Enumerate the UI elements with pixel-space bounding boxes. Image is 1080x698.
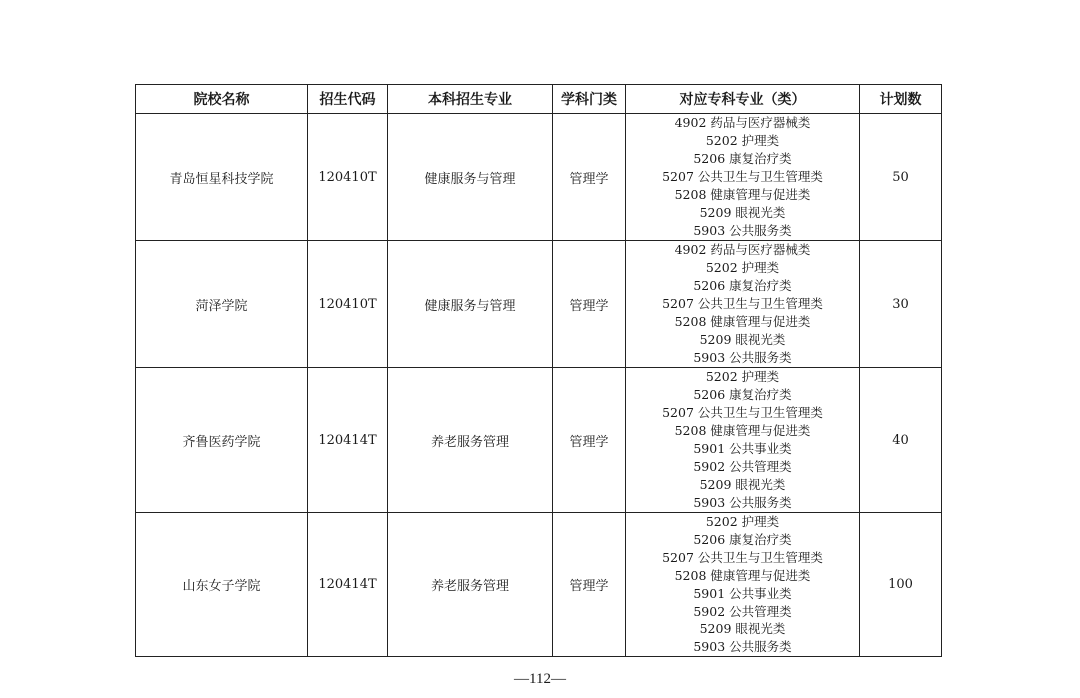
major-item: 5208 健康管理与促进类 — [674, 313, 811, 329]
cell-major: 健康服务与管理 — [388, 114, 553, 241]
major-item: 5209 眼视光类 — [699, 331, 786, 347]
cell-major: 养老服务管理 — [388, 513, 553, 657]
major-item: 5202 护理类 — [705, 514, 780, 529]
major-item: 5206 康复治疗类 — [693, 387, 792, 403]
major-item: 5207 公共卫生与卫生管理类 — [662, 549, 823, 565]
table-row — [136, 368, 942, 513]
major-item: 5206 康复治疗类 — [693, 278, 792, 294]
cell-corresponding-majors — [626, 241, 860, 368]
major-item: 5206 康复治疗类 — [693, 151, 792, 167]
cell-school: 山东女子学院 — [136, 513, 308, 657]
major-item: 4902 药品与医疗器械类 — [674, 115, 811, 131]
major-item: 5903 公共服务类 — [693, 222, 792, 238]
cell-school: 菏泽学院 — [136, 241, 308, 368]
major-item: 4902 药品与医疗器械类 — [674, 242, 811, 258]
major-item: 5202 护理类 — [705, 369, 780, 385]
cell-category: 管理学 — [553, 114, 626, 241]
header-corresponding-majors: 对应专科专业（类） — [626, 85, 860, 114]
major-item: 5902 公共管理类 — [693, 603, 792, 619]
major-item: 5202 护理类 — [705, 133, 780, 149]
cell-count: 50 — [860, 114, 942, 241]
cell-corresponding-majors — [626, 114, 860, 241]
cell-category: 管理学 — [553, 241, 626, 368]
major-item: 5207 公共卫生与卫生管理类 — [662, 296, 823, 312]
major-item: 5202 护理类 — [705, 260, 780, 276]
cell-code: 120414T — [308, 513, 388, 657]
major-item: 5208 健康管理与促进类 — [674, 186, 811, 202]
cell-code: 120414T — [308, 368, 388, 513]
header-count: 计划数 — [860, 85, 942, 114]
major-item: 5903 公共服务类 — [693, 639, 792, 655]
major-item: 5208 健康管理与促进类 — [674, 567, 811, 583]
major-item: 5903 公共服务类 — [693, 494, 792, 510]
cell-count: 40 — [860, 368, 942, 513]
cell-code: 120410T — [308, 114, 388, 241]
header-category: 学科门类 — [553, 85, 626, 114]
header-row — [136, 85, 942, 114]
major-item: 5209 眼视光类 — [699, 621, 786, 637]
cell-category: 管理学 — [553, 513, 626, 657]
major-item: 5209 眼视光类 — [699, 204, 786, 220]
major-item: 5903 公共服务类 — [693, 349, 792, 365]
enrollment-plan-table — [135, 84, 942, 657]
header-school: 院校名称 — [136, 85, 308, 114]
major-item: 5901 公共事业类 — [693, 441, 792, 456]
cell-count: 100 — [860, 513, 942, 657]
cell-major: 养老服务管理 — [388, 368, 553, 513]
cell-school: 齐鲁医药学院 — [136, 368, 308, 513]
cell-school: 青岛恒星科技学院 — [136, 114, 308, 241]
header-major: 本科招生专业 — [388, 85, 553, 114]
table-row — [136, 513, 942, 657]
table-row — [136, 114, 942, 241]
cell-corresponding-majors — [626, 513, 860, 657]
table-row — [136, 241, 942, 368]
table-body — [136, 114, 942, 657]
cell-code: 120410T — [308, 241, 388, 368]
major-item: 5208 健康管理与促进类 — [674, 423, 811, 439]
page-number: —112— — [514, 671, 566, 687]
major-item: 5207 公共卫生与卫生管理类 — [662, 405, 823, 421]
cell-major: 健康服务与管理 — [388, 241, 553, 368]
major-item: 5207 公共卫生与卫生管理类 — [662, 169, 823, 185]
major-item: 5206 康复治疗类 — [693, 531, 792, 547]
table-header — [136, 85, 942, 114]
cell-count: 30 — [860, 241, 942, 368]
major-item: 5209 眼视光类 — [699, 476, 786, 492]
major-item: 5901 公共事业类 — [693, 585, 792, 601]
major-item: 5902 公共管理类 — [693, 458, 792, 474]
header-code: 招生代码 — [308, 85, 388, 114]
cell-corresponding-majors — [626, 368, 860, 513]
cell-category: 管理学 — [553, 368, 626, 513]
